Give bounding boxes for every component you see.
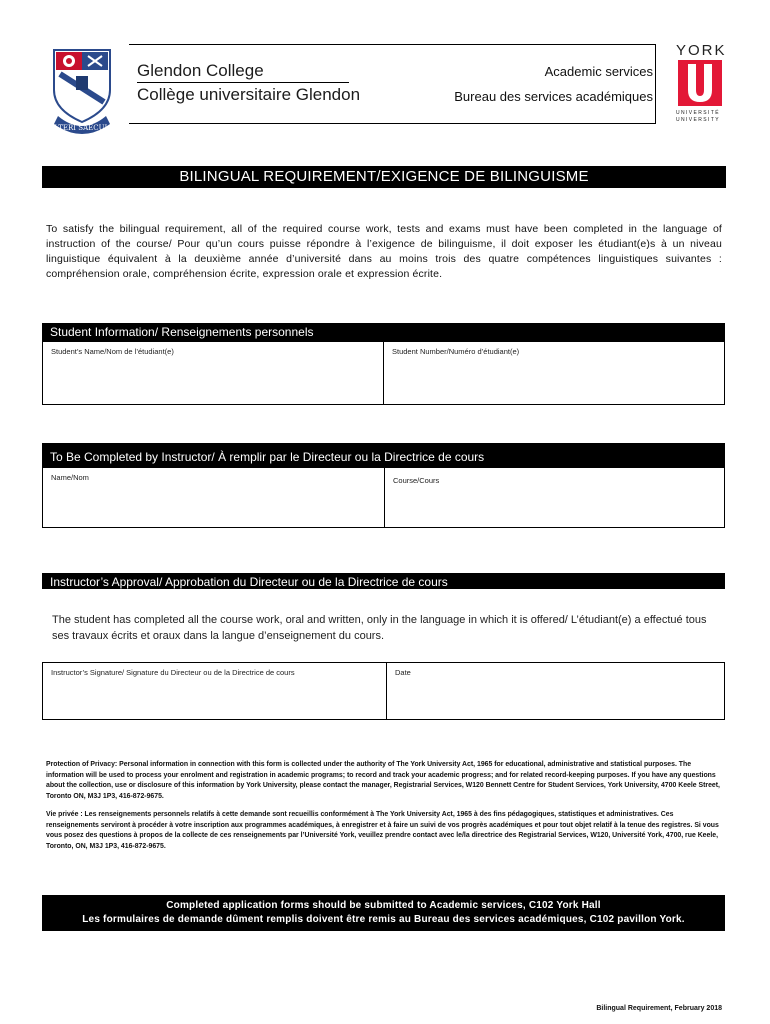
student-number-field[interactable] <box>383 342 724 404</box>
york-subtitle-en: UNIVERSITY <box>676 117 721 123</box>
footer-version: Bilingual Requirement, February 2018 <box>596 1005 722 1012</box>
approval-grid <box>42 662 725 720</box>
student-number-label: Student Number/Numéro d’étudiant(e) <box>392 347 520 356</box>
header-frame <box>129 44 656 124</box>
york-subtitle <box>676 110 720 124</box>
service-name-fr: Bureau des services académiques <box>454 89 653 104</box>
approval-statement: The student has completed all the course work, oral and written, only in the language in which it is offered/ L’étudiant(e) a effectué tous ses travaux écrits et oraux dans la langue d’enseignement du cours. <box>52 614 707 642</box>
course-label: Course/Cours <box>393 476 440 485</box>
signature-label: Instructor’s Signature/ Signature du Directeur ou de la Directrice de cours <box>51 668 295 677</box>
course-field[interactable] <box>384 468 724 527</box>
date-label: Date <box>395 668 411 677</box>
service-name-en: Academic services <box>544 64 653 79</box>
instructor-name-field[interactable] <box>43 468 384 527</box>
york-wordmark: YORK <box>676 42 727 59</box>
student-name-field[interactable] <box>43 342 383 404</box>
instructor-name-label: Name/Nom <box>51 473 89 482</box>
student-info-heading: Student Information/ Renseignements personnels <box>42 323 725 341</box>
instructor-grid <box>42 467 725 528</box>
submission-fr: Les formulaires de demande dûment remplis doivent être remis au Bureau des services académiques, C102 pavillon York. <box>82 914 685 925</box>
privacy-notice-fr: Vie privée : Les renseignements personnels relatifs à cette demande sont recueillis conformément à The York University Act, 1965 à des fins pédagogiques, statistiques et administratives. Ces renseignements serviront à procéder à votre inscription aux programmes académiques, à enregistrer et à faire un suivi de vos progrès académiques et pour tout objet relatif à la tenue des registres. Si vous vous posez des questions à propos de la collecte de ces renseignements par l’Université York, veuillez prendre contact avec le/la directrice des Registrarial Services, W120, Université York, 4700, rue Keele, Toronto, ON, M3J 1P3, 416-872-9675. <box>46 811 719 850</box>
privacy-notice-en: Protection of Privacy: Personal information in connection with this form is collected under the authority of The York University Act, 1965 for educational, administrative and statistical purposes. The information will be used to process your enrolment and registration in academic programs; to record and track your academic progress; and for related record-keeping purposes. If you have any questions about the collection, use or disclosure of this information by York University, please contact the manager, Registrarial Services, W120 Bennett Centre for Student Services, York University, 4700 Keele Street, Toronto ON, M3J 1P3, 416-872-9675. <box>46 761 720 800</box>
date-field[interactable] <box>386 663 724 719</box>
college-name-divider <box>137 82 349 83</box>
submission-instructions <box>42 895 725 931</box>
intro-paragraph: To satisfy the bilingual requirement, all of the required course work, tests and exams must have been completed in the language of instruction of the course/ Pour qu’un cours puisse répondre à l’exigence de bilinguisme, il doit exposer les étudiant(e)s à un niveau linguistique équivalent à la deuxième année d’université dans au moins trois des quatre compétences linguistiques suivantes : compréhension orale, compréhension écrite, expression orale et expression écrite. <box>46 223 722 280</box>
instructor-signature-field[interactable] <box>43 663 386 719</box>
submission-en: Completed application forms should be submitted to Academic services, C102 York Hall <box>166 900 601 911</box>
svg-text:ALTERI SAECULO: ALTERI SAECULO <box>49 124 115 132</box>
college-name-en: Glendon College <box>137 61 264 80</box>
instructor-heading: To Be Completed by Instructor/ À remplir par le Directeur ou la Directrice de cours <box>42 443 725 467</box>
approval-heading: Instructor’s Approval/ Approbation du Directeur ou de la Directrice de cours <box>42 573 725 589</box>
student-name-label: Student’s Name/Nom de l’étudiant(e) <box>51 347 174 356</box>
glendon-crest-logo <box>40 44 124 138</box>
form-title: BILINGUAL REQUIREMENT/EXIGENCE DE BILINGUISME <box>42 166 726 188</box>
york-u-logo <box>678 60 722 106</box>
college-name-fr: Collège universitaire Glendon <box>137 85 361 104</box>
york-subtitle-fr: UNIVERSITÉ <box>676 110 721 116</box>
student-info-grid <box>42 341 725 405</box>
